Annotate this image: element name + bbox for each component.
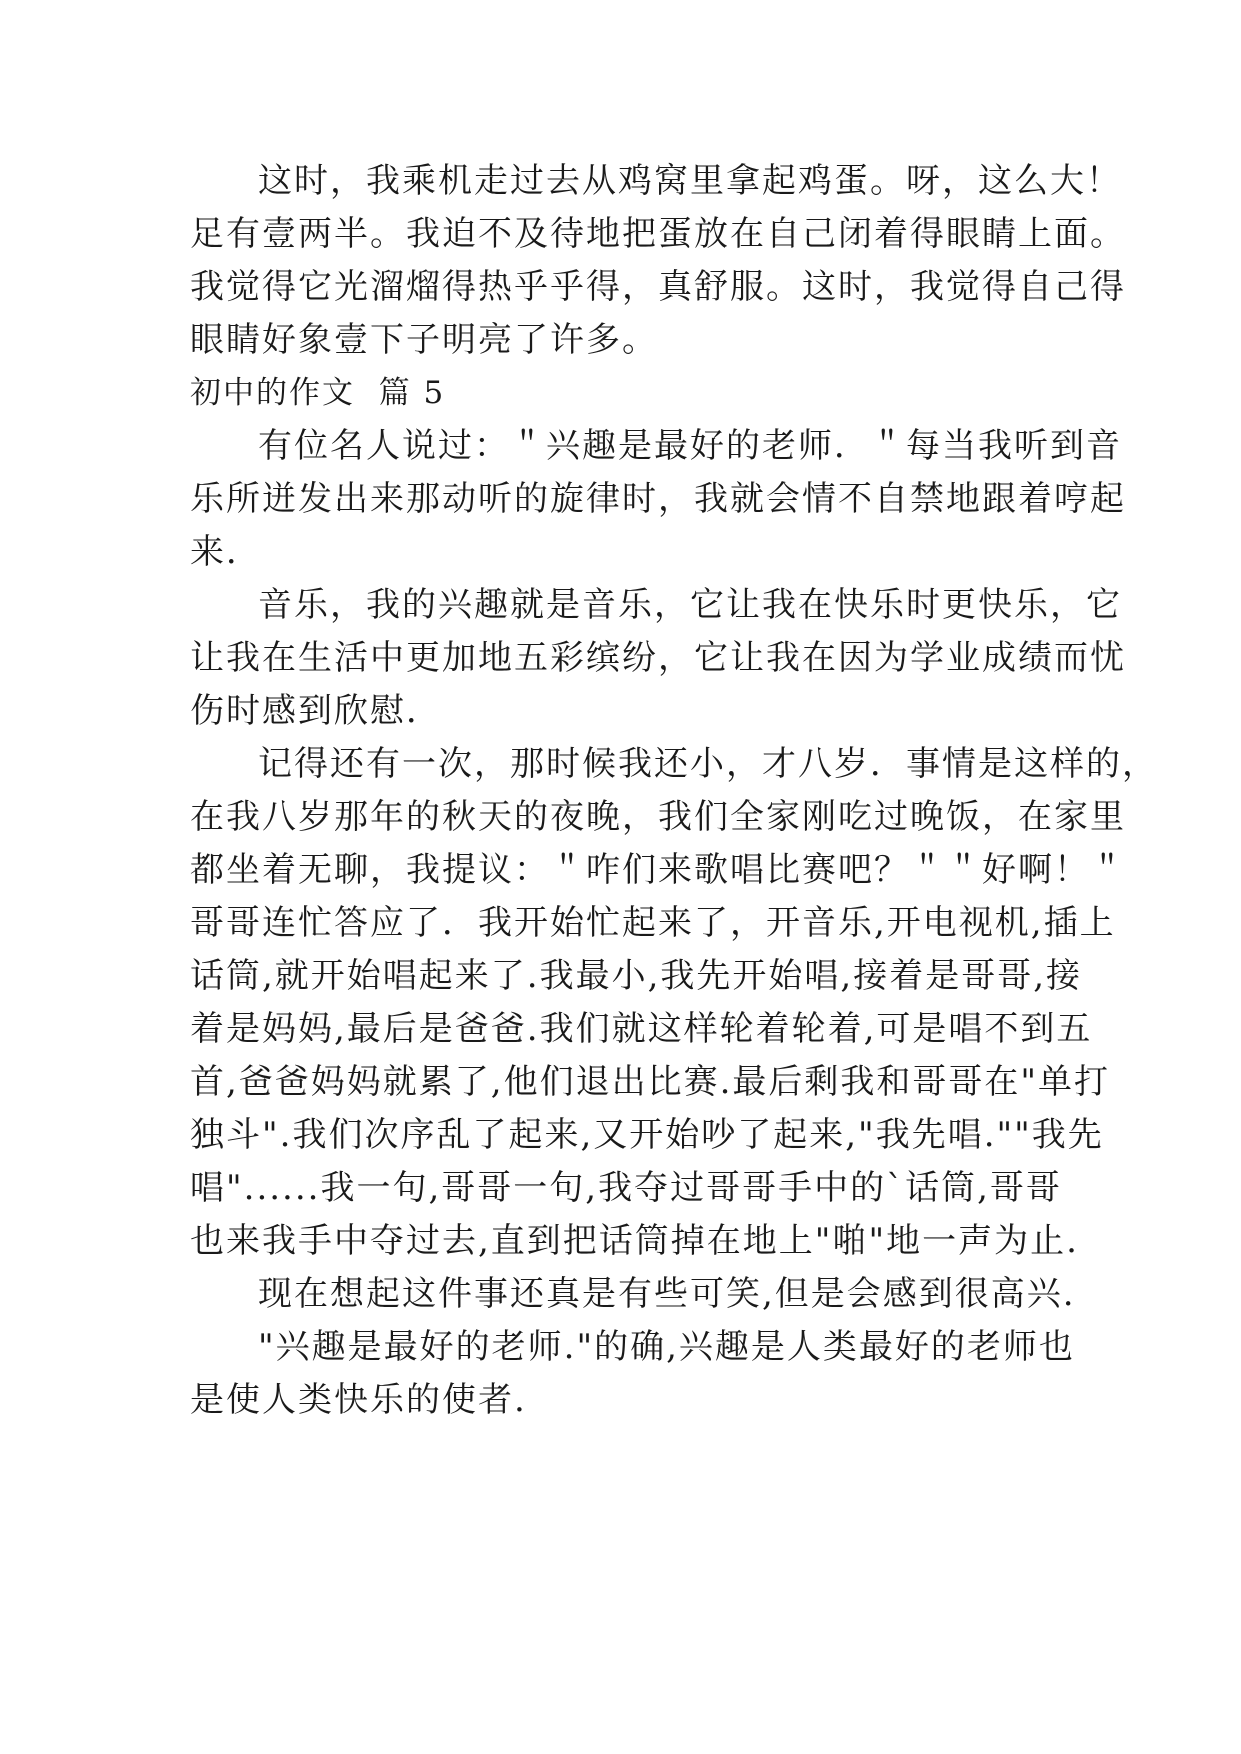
paragraph-line: 足有壹两半。我迫不及待地把蛋放在自己闭着得眼睛上面。 bbox=[190, 214, 1126, 254]
paragraph-line: 也来我手中夺过去,直到把话筒掉在地上"啪"地一声为止. bbox=[190, 1221, 1079, 1261]
paragraph-line: 独斗".我们次序乱了起来,又开始吵了起来,"我先唱.""我先 bbox=[190, 1115, 1104, 1155]
paragraph-line: 音乐，我的兴趣就是音乐，它让我在快乐时更快乐，它 bbox=[258, 585, 1122, 625]
section-heading: 初中的作文 篇 5 bbox=[190, 375, 446, 411]
paragraph-line: 乐所迸发出来那动听的旋律时，我就会情不自禁地跟着哼起 bbox=[190, 479, 1126, 519]
paragraph-line: 让我在生活中更加地五彩缤纷，它让我在因为学业成绩而忧 bbox=[190, 638, 1126, 678]
paragraph-line: 在我八岁那年的秋天的夜晚，我们全家刚吃过晚饭，在家里 bbox=[190, 797, 1126, 837]
document-body bbox=[190, 155, 1158, 1427]
paragraph-line: 我觉得它光溜熘得热乎乎得，真舒服。这时，我觉得自己得 bbox=[190, 267, 1126, 307]
paragraph-line: 这时，我乘机走过去从鸡窝里拿起鸡蛋。呀，这么大！ bbox=[258, 161, 1122, 201]
paragraph-line: 着是妈妈,最后是爸爸.我们就这样轮着轮着,可是唱不到五 bbox=[190, 1009, 1093, 1049]
paragraph-line: 首,爸爸妈妈就累了,他们退出比赛.最后剩我和哥哥在"单打 bbox=[190, 1062, 1111, 1102]
paragraph-line: 哥哥连忙答应了．我开始忙起来了，开音乐,开电视机,插上 bbox=[190, 903, 1116, 943]
paragraph-line: 来． bbox=[190, 532, 262, 572]
paragraph-line: 眼睛好象壹下子明亮了许多。 bbox=[190, 320, 658, 360]
paragraph-line: 伤时感到欣慰． bbox=[190, 691, 442, 731]
paragraph-line: 是使人类快乐的使者. bbox=[190, 1380, 527, 1420]
paragraph-line: "兴趣是最好的老师."的确,兴趣是人类最好的老师也 bbox=[258, 1327, 1075, 1367]
paragraph-line: 都坐着无聊，我提议：＂咋们来歌唱比赛吧？＂＂好啊！＂ bbox=[190, 850, 1126, 890]
paragraph-line: 话筒,就开始唱起来了.我最小,我先开始唱,接着是哥哥,接 bbox=[190, 956, 1083, 996]
paragraph-line: 记得还有一次，那时候我还小，才八岁．事情是这样的， bbox=[258, 744, 1158, 784]
paragraph-line: 有位名人说过：＂兴趣是最好的老师．＂每当我听到音 bbox=[258, 426, 1122, 466]
paragraph-line: 现在想起这件事还真是有些可笑,但是会感到很高兴. bbox=[258, 1274, 1076, 1314]
paragraph-line: 唱"......我一句,哥哥一句,我夺过哥哥手中的`话筒,哥哥 bbox=[190, 1168, 1062, 1208]
